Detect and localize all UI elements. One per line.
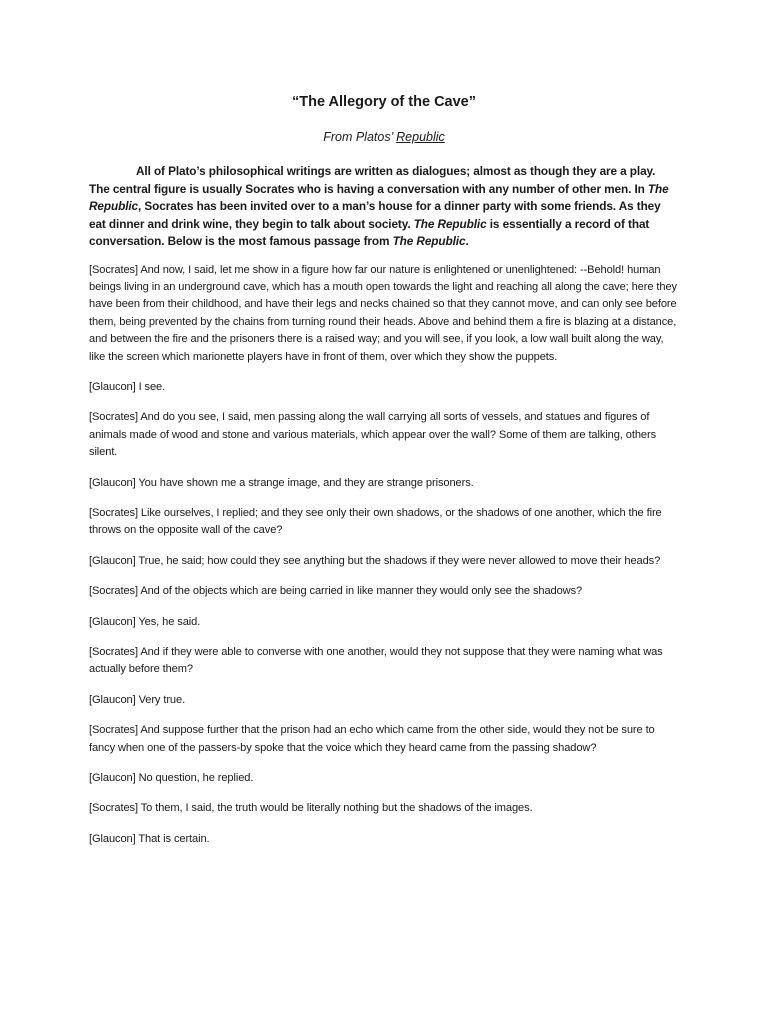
dialogue-paragraph: [Socrates] And if they were able to converse with one another, would they not suppose that they were naming what was actually before them? bbox=[89, 646, 663, 676]
intro-italic-3: The Republic bbox=[392, 234, 466, 248]
dialogue-paragraph: [Glaucon] No question, he replied. bbox=[89, 772, 254, 785]
document-page bbox=[89, 92, 679, 861]
dialogue-paragraph: [Socrates] And now, I said, let me show in a figure how far our nature is enlightened or unenlightened: --Behold! human beings living in an underground cave, which has a mouth open towards the light and reaching all along the cave; here they have been from their childhood, and have their legs and necks chained so that they cannot move, and can only see before them, being prevented by the chains from turning round their heads. Above and behind them a fire is blazing at a distance, and between the fire and the prisoners there is a raised way; and you will see, if you look, a low wall built along the way, like the screen which marionette players have in front of them, over which they show the puppets. bbox=[89, 263, 677, 363]
dialogue-paragraph: [Socrates] And do you see, I said, men passing along the wall carrying all sorts of vessels, and statues and figures of animals made of wood and stone and various materials, which appear over the wall? Some of them are talking, others silent. bbox=[89, 411, 657, 459]
dialogue-paragraph: [Glaucon] True, he said; how could they see anything but the shadows if they were never allowed to move their heads? bbox=[89, 554, 661, 567]
dialogue-paragraph: [Socrates] To them, I said, the truth would be literally nothing but the shadows of the images. bbox=[89, 802, 533, 815]
intro-paragraph bbox=[89, 163, 679, 251]
dialogue-paragraph: [Socrates] Like ourselves, I replied; and they see only their own shadows, or the shadows of one another, which the fire throws on the opposite wall of the cave? bbox=[89, 506, 662, 537]
document-subtitle bbox=[89, 128, 679, 146]
dialogue-paragraph: [Glaucon] Very true. bbox=[89, 693, 186, 706]
intro-text-1: All of Plato’s philosophical writings are written as dialogues; almost as though they are a play. The central figure is usually Socrates who is having a conversation with any number of other men. In bbox=[89, 164, 656, 196]
dialogue-paragraph: [Glaucon] That is certain. bbox=[89, 832, 210, 845]
subtitle-prefix: From Platos’ bbox=[323, 130, 397, 144]
dialogue-paragraph: [Glaucon] You have shown me a strange image, and they are strange prisoners. bbox=[89, 476, 474, 489]
dialogue-paragraph: [Glaucon] Yes, he said. bbox=[89, 615, 201, 628]
dialogue-paragraph: [Socrates] And suppose further that the prison had an echo which came from the other side, would they not be sure to fancy when one of the passers-by spoke that the voice which they heard came from the passing shadow? bbox=[89, 724, 655, 754]
dialogue-paragraph: [Socrates] And of the objects which are being carried in like manner they would only see the shadows? bbox=[89, 585, 583, 598]
subtitle-republic-link[interactable]: Republic bbox=[396, 130, 445, 144]
intro-text-3: is essentially a record of that conversation. Below is the most famous passage from bbox=[89, 216, 650, 248]
document-title: “The Allegory of the Cave” bbox=[292, 94, 476, 110]
dialogue-paragraph: [Glaucon] I see. bbox=[89, 380, 166, 393]
intro-italic-2: The Republic bbox=[413, 216, 487, 231]
intro-text-2: , Socrates has been invited over to a man’s house for a dinner party with some friends. As they eat dinner and drink wine, they begin to talk about society. bbox=[89, 199, 661, 231]
intro-italic-1: The Republic bbox=[89, 181, 669, 213]
intro-text-4: . bbox=[465, 234, 469, 248]
